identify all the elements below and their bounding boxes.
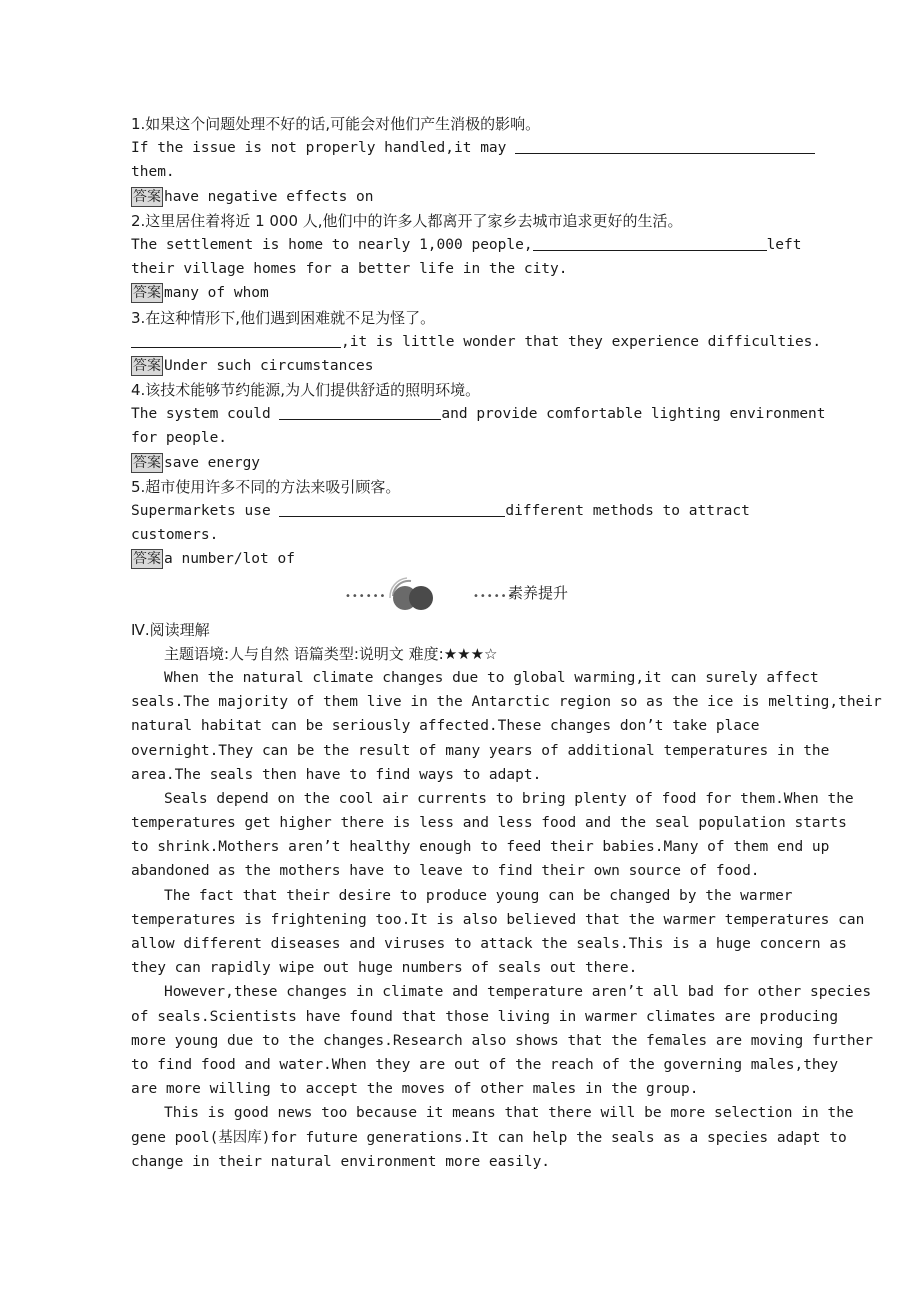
exercise-4-chinese: 4.该技术能够节约能源,为人们提供舒适的照明环境。 — [131, 381, 481, 400]
banner-circles-icon — [385, 576, 437, 616]
exercise-5-sentence-cont: customers. — [131, 527, 219, 544]
passage-line: gene pool(基因库)for future generations.It can help the seals as a species adapt to — [131, 1129, 847, 1146]
exercise-2-sentence-cont: their village homes for a better life in the city. — [131, 261, 568, 278]
exercise-4-answer — [131, 451, 811, 475]
passage-paragraph-1 — [131, 666, 882, 787]
answer-tag: 答案 — [133, 551, 161, 568]
exercise-3-sentence — [131, 330, 822, 354]
passage-line: area.The seals then have to find ways to adapt. — [131, 766, 542, 783]
exercise-1-chinese: 1.如果这个问题处理不好的话,可能会对他们产生消极的影响。 — [131, 115, 541, 133]
answer-text: a number/lot of — [164, 551, 295, 568]
banner-title: 素养提升 — [508, 583, 569, 602]
passage-line: However,these changes in climate and temperature aren’t all bad for other species — [164, 984, 872, 1001]
passage-line: This is good news too because it means that there will be more selection in the — [164, 1105, 854, 1122]
passage-line: allow different diseases and viruses to attack the seals.This is a huge concern as — [131, 936, 847, 952]
passage-line: to shrink.Mothers aren’t healthy enough to feed their babies.Many of them end up — [131, 839, 830, 856]
exercise-5-sentence — [131, 499, 811, 523]
passage-line: natural habitat can be seriously affected.These changes don’t take place — [131, 718, 760, 735]
exercise-4-sentence-cont: for people. — [131, 430, 228, 447]
passage-line: are more willing to accept the moves of other males in the group. — [131, 1081, 699, 1098]
passage-line: The fact that their desire to produce young can be changed by the warmer — [164, 887, 793, 904]
banner-dots-right: •••••• — [473, 590, 515, 602]
answer-tag: 答案 — [133, 188, 161, 205]
exercise-1-answer — [131, 185, 811, 209]
passage-line: overnight.They can be the result of many years of additional temperatures in the — [131, 742, 830, 759]
passage-paragraph-5 — [131, 1101, 854, 1174]
document-page — [131, 112, 882, 1174]
exercise-1-sentence — [131, 136, 811, 160]
answer-blank[interactable] — [131, 332, 341, 348]
exercise-2-chinese: 2.这里居住着将近 1 000 人,他们中的许多人都离开了家乡去城市追求更好的生活。 — [131, 211, 683, 230]
section-meta: 主题语境:人与自然 语篇类型:说明文 难度:★★★☆ — [164, 644, 498, 663]
passage-line: Seals depend on the cool air currents to bring plenty of food for them.When the — [164, 790, 854, 807]
sentence-text: different methods to attract — [505, 503, 750, 519]
passage-line: abandoned as the mothers have to leave to find their own source of food. — [131, 863, 760, 880]
answer-tag: 答案 — [133, 357, 161, 374]
answer-tag: 答案 — [133, 454, 161, 471]
answer-text: Under such circumstances — [164, 357, 374, 374]
exercise-1-sentence-cont: them. — [131, 164, 175, 181]
sentence-text: Supermarkets use — [131, 503, 280, 519]
sentence-text: The settlement is home to nearly 1,000 people, — [131, 236, 533, 253]
answer-blank[interactable] — [515, 138, 815, 154]
section-banner — [131, 572, 811, 618]
exercise-5-chinese: 5.超市使用许多不同的方法来吸引顾客。 — [131, 477, 401, 496]
answer-blank[interactable] — [279, 501, 505, 517]
passage-line: seals.The majority of them live in the Antarctic region so as the ice is melting,their — [131, 694, 882, 711]
exercise-3-chinese: 3.在这种情形下,他们遇到困难就不足为怪了。 — [131, 308, 436, 327]
answer-text: many of whom — [164, 285, 269, 302]
exercise-2-answer — [131, 281, 811, 305]
answer-tag: 答案 — [133, 285, 161, 302]
answer-blank[interactable] — [279, 404, 441, 420]
section-heading: Ⅳ.阅读理解 — [131, 620, 210, 639]
sentence-text: ,it is little wonder that they experience difficulties. — [341, 333, 822, 350]
answer-text: have negative effects on — [164, 188, 374, 205]
passage-line: change in their natural environment more easily. — [131, 1153, 551, 1170]
answer-blank[interactable] — [533, 235, 767, 251]
sentence-text: The system could — [131, 406, 280, 423]
passage-line: temperatures get higher there is less and less food and the seal population starts — [131, 815, 847, 832]
passage-paragraph-3 — [131, 884, 865, 981]
passage-line: When the natural climate changes due to global warming,it can surely affect — [164, 669, 819, 686]
sentence-text: and provide comfortable lighting environment — [441, 406, 826, 423]
exercise-3-answer — [131, 354, 811, 378]
exercise-5-answer — [131, 547, 811, 571]
passage-line: more young due to the changes.Research also shows that the females are moving further — [131, 1032, 874, 1049]
exercise-4-sentence — [131, 402, 826, 426]
passage-line: they can rapidly wipe out huge numbers of seals out there. — [131, 960, 638, 977]
sentence-text: If the issue is not properly handled,it may — [131, 140, 516, 157]
exercise-2-sentence — [131, 233, 811, 257]
banner-dots-left: •••••• — [345, 590, 387, 602]
passage-paragraph-2 — [131, 787, 854, 884]
sentence-text: left — [766, 236, 802, 253]
passage-paragraph-4 — [131, 980, 874, 1101]
passage-line: temperatures is frightening too.It is also believed that the warmer temperatures can — [131, 911, 865, 928]
passage-line: of seals.Scientists have found that those living in warmer climates are producing — [131, 1008, 839, 1025]
answer-text: save energy — [164, 454, 261, 471]
passage-line: to find food and water.When they are out of the reach of the governing males,they — [131, 1056, 839, 1073]
